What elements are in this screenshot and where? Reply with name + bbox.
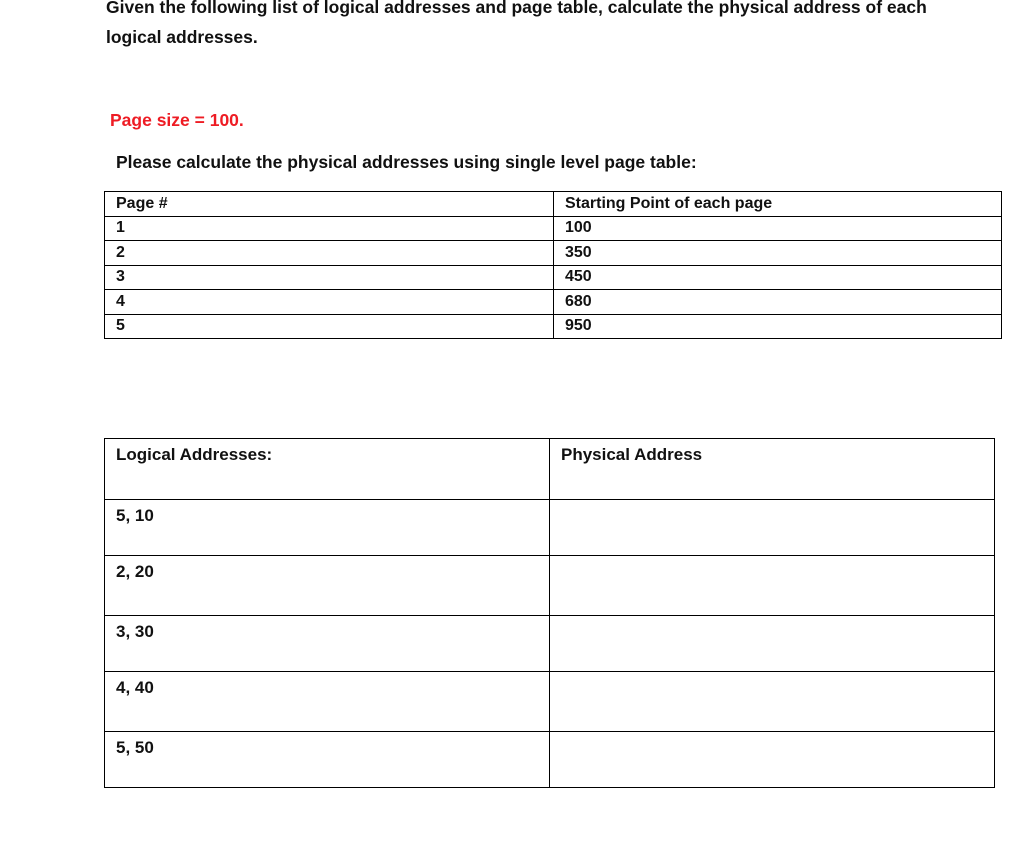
starting-point-cell: 950: [554, 314, 1002, 339]
header-physical-address: Physical Address: [550, 439, 995, 500]
page-table: [104, 191, 1002, 339]
physical-address-cell[interactable]: [550, 616, 995, 672]
physical-address-cell[interactable]: [550, 732, 995, 788]
table-header-row: [105, 439, 995, 500]
page-number-cell: 1: [105, 216, 554, 241]
logical-address-cell: 5, 10: [105, 500, 550, 556]
logical-address-cell: 4, 40: [105, 672, 550, 732]
header-page-number: Page #: [105, 192, 554, 217]
table-row: [105, 314, 1002, 339]
table-row: [105, 500, 995, 556]
page-number-cell: 4: [105, 290, 554, 315]
physical-address-cell[interactable]: [550, 672, 995, 732]
address-table: [104, 438, 995, 788]
starting-point-cell: 680: [554, 290, 1002, 315]
table-row: [105, 290, 1002, 315]
page-number-cell: 3: [105, 265, 554, 290]
table-row: [105, 216, 1002, 241]
header-starting-point: Starting Point of each page: [554, 192, 1002, 217]
starting-point-cell: 100: [554, 216, 1002, 241]
page-size-note: Page size = 100.: [110, 110, 244, 130]
starting-point-cell: 450: [554, 265, 1002, 290]
table-row: [105, 616, 995, 672]
page-number-cell: 5: [105, 314, 554, 339]
table-row: [105, 241, 1002, 266]
physical-address-cell[interactable]: [550, 556, 995, 616]
page-number-cell: 2: [105, 241, 554, 266]
logical-address-cell: 5, 50: [105, 732, 550, 788]
table-header-row: [105, 192, 1002, 217]
table-row: [105, 265, 1002, 290]
problem-statement: Given the following list of logical addresses and page table, calculate the physical address of each logical addresses.: [106, 0, 927, 47]
physical-address-cell[interactable]: [550, 500, 995, 556]
table-row: [105, 672, 995, 732]
logical-address-cell: 3, 30: [105, 616, 550, 672]
starting-point-cell: 350: [554, 241, 1002, 266]
table-row: [105, 732, 995, 788]
header-logical-addresses: Logical Addresses:: [105, 439, 550, 500]
instruction-text: Please calculate the physical addresses using single level page table:: [116, 152, 697, 172]
table-row: [105, 556, 995, 616]
logical-address-cell: 2, 20: [105, 556, 550, 616]
